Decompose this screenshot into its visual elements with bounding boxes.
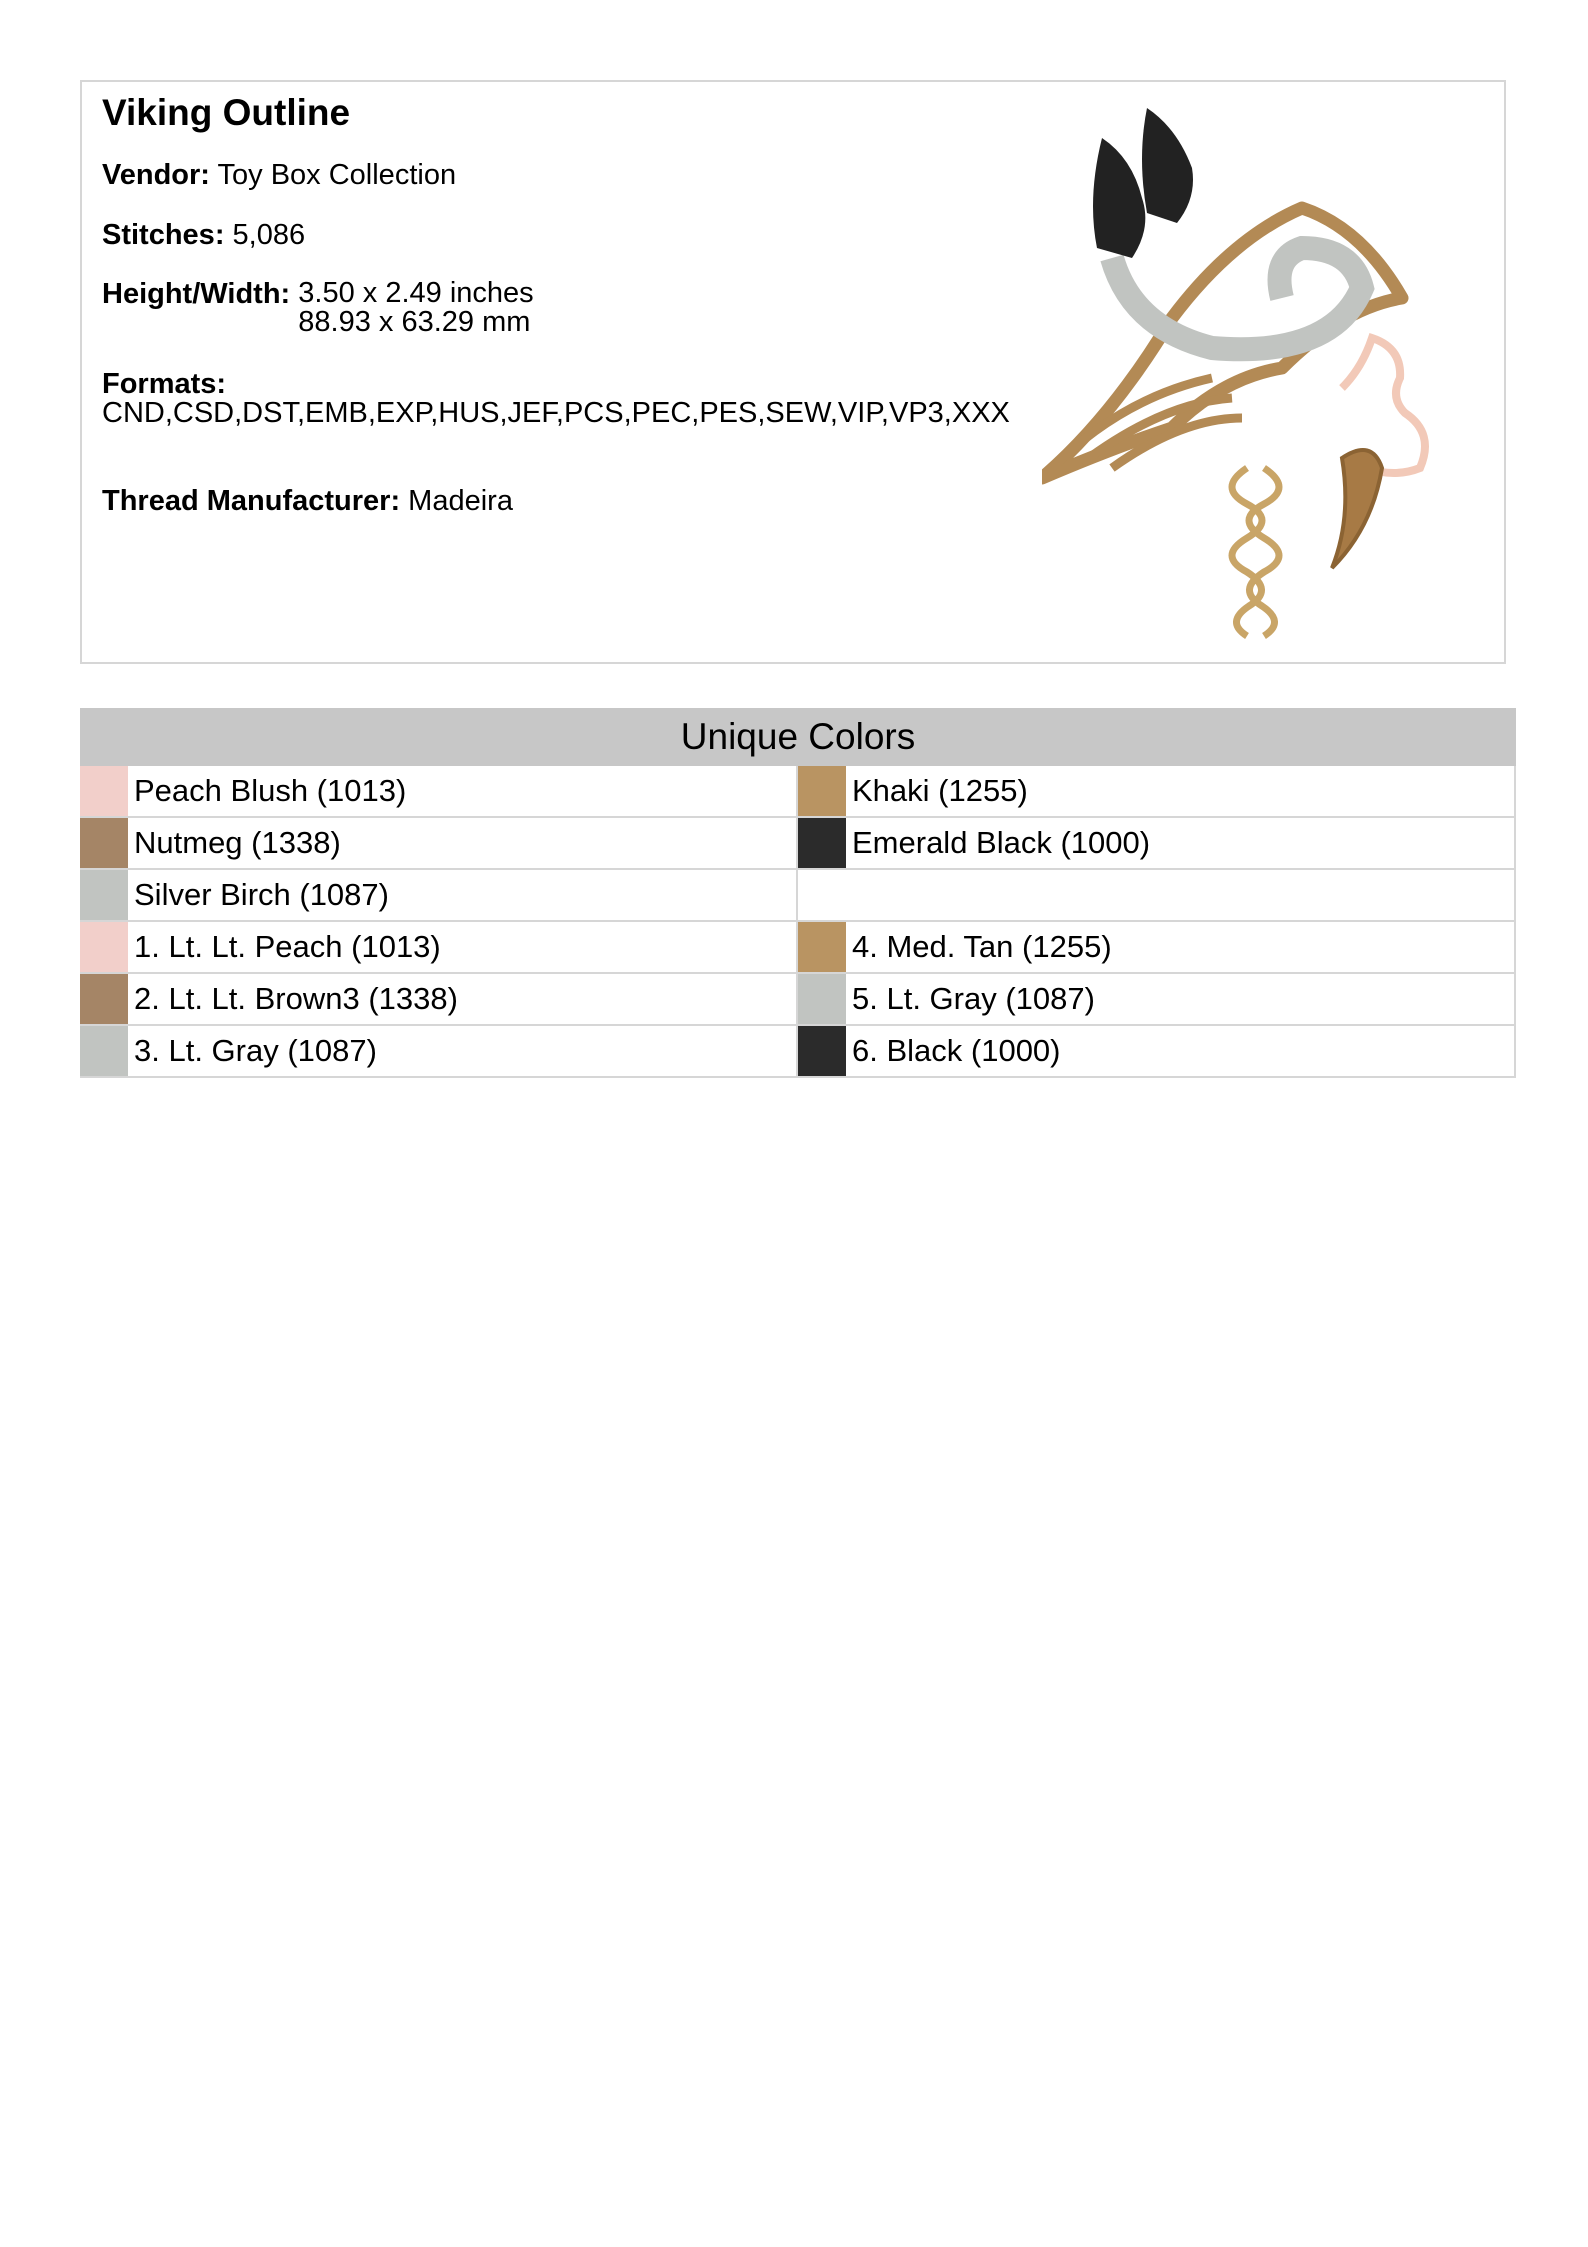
thread-label: Thread Manufacturer: (102, 485, 401, 517)
design-title: Viking Outline (102, 92, 351, 133)
horn-white-left (1112, 248, 1362, 349)
thread-row (102, 486, 513, 516)
formats-value: CND,CSD,DST,EMB,EXP,HUS,JEF,PCS,PEC,PES,SEW,VIP,VP3,XXX (102, 397, 1010, 429)
color-swatch (80, 974, 128, 1024)
color-cell (80, 818, 798, 870)
color-swatch (80, 922, 128, 972)
horn-black-left (1093, 138, 1145, 258)
stitches-label: Stitches: (102, 219, 225, 251)
color-name: Nutmeg (1338) (134, 825, 341, 860)
color-swatch (798, 922, 846, 972)
color-swatch (798, 1026, 846, 1076)
color-name: 1. Lt. Lt. Peach (1013) (134, 929, 441, 964)
color-cell (80, 766, 798, 818)
mustache (1332, 450, 1382, 568)
height-width-values (298, 279, 533, 337)
color-name: Emerald Black (1000) (852, 825, 1151, 860)
color-swatch (80, 1026, 128, 1076)
formats-label: Formats: (102, 368, 227, 400)
color-name: 4. Med. Tan (1255) (852, 929, 1112, 964)
color-cell (798, 974, 1516, 1026)
color-cell (798, 766, 1516, 818)
color-name: Peach Blush (1013) (134, 773, 407, 808)
stitches-value: 5,086 (232, 219, 306, 251)
vendor-row (102, 160, 456, 190)
color-swatch (798, 766, 846, 816)
color-name: 6. Black (1000) (852, 1033, 1061, 1068)
color-swatch (798, 974, 846, 1024)
height-width-inches: 3.50 x 2.49 inches (298, 277, 534, 309)
braid-stitching (1232, 468, 1279, 636)
vendor-label: Vendor: (102, 159, 210, 191)
color-swatch (80, 766, 128, 816)
color-swatch (80, 870, 128, 920)
design-info-panel (80, 80, 1506, 664)
color-name: Silver Birch (1087) (134, 877, 389, 912)
color-swatch (80, 818, 128, 868)
viking-design-preview (1042, 88, 1502, 658)
color-name: Khaki (1255) (852, 773, 1028, 808)
color-cell (798, 818, 1516, 870)
color-name: 5. Lt. Gray (1087) (852, 981, 1095, 1016)
color-grid (80, 766, 1516, 1078)
thread-value: Madeira (408, 485, 513, 517)
color-swatch (798, 818, 846, 868)
height-width-row (102, 279, 534, 337)
unique-colors-header: Unique Colors (80, 708, 1516, 766)
color-name: 2. Lt. Lt. Brown3 (1338) (134, 981, 458, 1016)
color-cell (80, 922, 798, 974)
horn-black-right (1142, 108, 1193, 223)
stitches-row (102, 220, 305, 250)
color-cell (80, 1026, 798, 1078)
color-cell (798, 870, 1516, 922)
unique-colors-table (80, 708, 1516, 1078)
height-width-mm: 88.93 x 63.29 mm (298, 306, 531, 338)
height-width-label: Height/Width: (102, 278, 291, 310)
color-cell (80, 870, 798, 922)
color-cell (80, 974, 798, 1026)
color-name: 3. Lt. Gray (1087) (134, 1033, 377, 1068)
vendor-value: Toy Box Collection (217, 159, 457, 191)
color-cell (798, 922, 1516, 974)
formats-row (102, 370, 1042, 428)
color-cell (798, 1026, 1516, 1078)
